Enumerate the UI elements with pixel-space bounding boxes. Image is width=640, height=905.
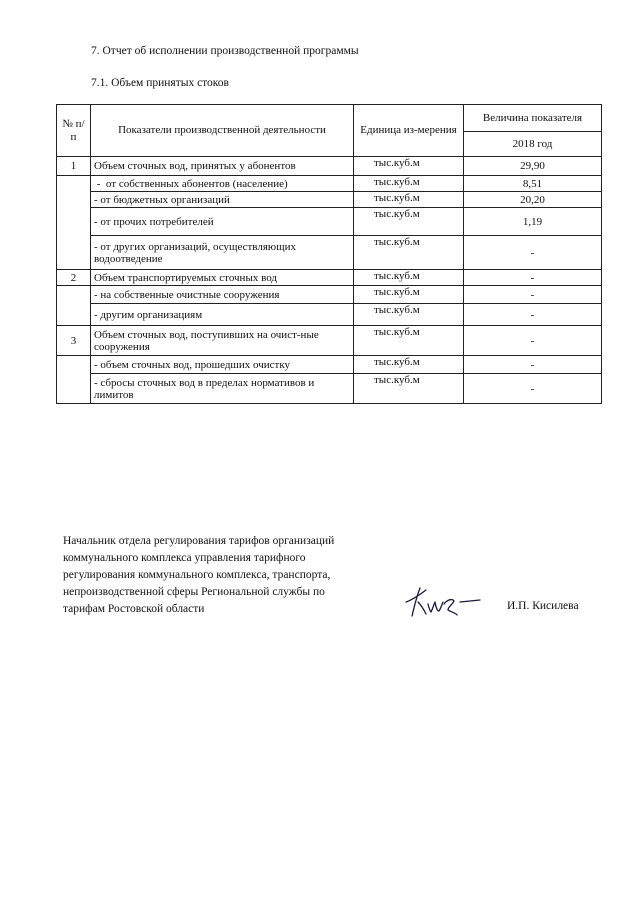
table-row <box>57 236 602 270</box>
col-header-num: № п/п <box>57 105 91 157</box>
table-row <box>57 286 602 304</box>
row-indicator: Объем транспортируемых сточных вод <box>91 270 354 286</box>
row-indicator: - объем сточных вод, прошедших очистку <box>91 356 354 374</box>
row-unit: тыс.куб.м <box>354 192 464 208</box>
subsection-heading: 7.1. Объем принятых стоков <box>91 77 229 89</box>
signer-title <box>63 533 383 618</box>
table-row <box>57 157 602 176</box>
table-row <box>57 192 602 208</box>
row-value: - <box>464 286 602 304</box>
table-row <box>57 326 602 356</box>
row-value: - <box>464 326 602 356</box>
signer-name: И.П. Кисилева <box>507 600 579 612</box>
row-num <box>57 176 91 270</box>
row-unit: тыс.куб.м <box>354 208 464 236</box>
row-indicator: - от собственных абонентов (население) <box>91 176 354 192</box>
row-value: 8,51 <box>464 176 602 192</box>
row-indicator: - сбросы сточных вод в пределах нормативов и лимитов <box>91 374 354 404</box>
row-unit: тыс.куб.м <box>354 374 464 404</box>
signer-title-line: Начальник отдела регулирования тарифов организаций <box>63 535 335 547</box>
row-value: - <box>464 304 602 326</box>
row-indicator: - от бюджетных организаций <box>91 192 354 208</box>
row-unit: тыс.куб.м <box>354 157 464 176</box>
col-header-unit: Единица из-мерения <box>354 105 464 157</box>
row-unit: тыс.куб.м <box>354 286 464 304</box>
row-indicator: - от других организаций, осуществляющих водоотведение <box>91 236 354 270</box>
table-row <box>57 374 602 404</box>
row-num: 2 <box>57 270 91 286</box>
row-num: 3 <box>57 326 91 356</box>
row-num: 1 <box>57 157 91 176</box>
table-row <box>57 176 602 192</box>
signer-title-line: коммунального комплекса управления тарифного <box>63 552 306 564</box>
table-body <box>57 157 602 404</box>
row-indicator: - на собственные очистные сооружения <box>91 286 354 304</box>
row-unit: тыс.куб.м <box>354 176 464 192</box>
row-unit: тыс.куб.м <box>354 270 464 286</box>
row-unit: тыс.куб.м <box>354 326 464 356</box>
table-row <box>57 304 602 326</box>
row-unit: тыс.куб.м <box>354 356 464 374</box>
signer-title-line: регулирования коммунального комплекса, транспорта, <box>63 569 331 581</box>
row-indicator: Объем сточных вод, принятых у абонентов <box>91 157 354 176</box>
row-value: - <box>464 374 602 404</box>
table-row <box>57 208 602 236</box>
section-heading: 7. Отчет об исполнении производственной программы <box>91 45 359 57</box>
col-header-indicator: Показатели производственной деятельности <box>91 105 354 157</box>
row-num <box>57 356 91 404</box>
row-unit: тыс.куб.м <box>354 304 464 326</box>
signer-title-line: непроизводственной сферы Региональной службы по <box>63 586 325 598</box>
row-value: - <box>464 270 602 286</box>
wastewater-volume-table <box>56 104 602 404</box>
row-value: 20,20 <box>464 192 602 208</box>
row-value: 1,19 <box>464 208 602 236</box>
handwritten-signature <box>404 582 484 620</box>
row-value: - <box>464 356 602 374</box>
row-indicator: Объем сточных вод, поступивших на очист-ные сооружения <box>91 326 354 356</box>
col-header-value: Величина показателя <box>464 105 602 132</box>
col-header-year: 2018 год <box>464 132 602 157</box>
signer-title-line: тарифам Ростовской области <box>63 603 205 615</box>
row-value: 29,90 <box>464 157 602 176</box>
row-value: - <box>464 236 602 270</box>
row-unit: тыс.куб.м <box>354 236 464 270</box>
row-num <box>57 286 91 326</box>
table-row <box>57 356 602 374</box>
table-row <box>57 270 602 286</box>
row-indicator: - другим организациям <box>91 304 354 326</box>
row-indicator: - от прочих потребителей <box>91 208 354 236</box>
